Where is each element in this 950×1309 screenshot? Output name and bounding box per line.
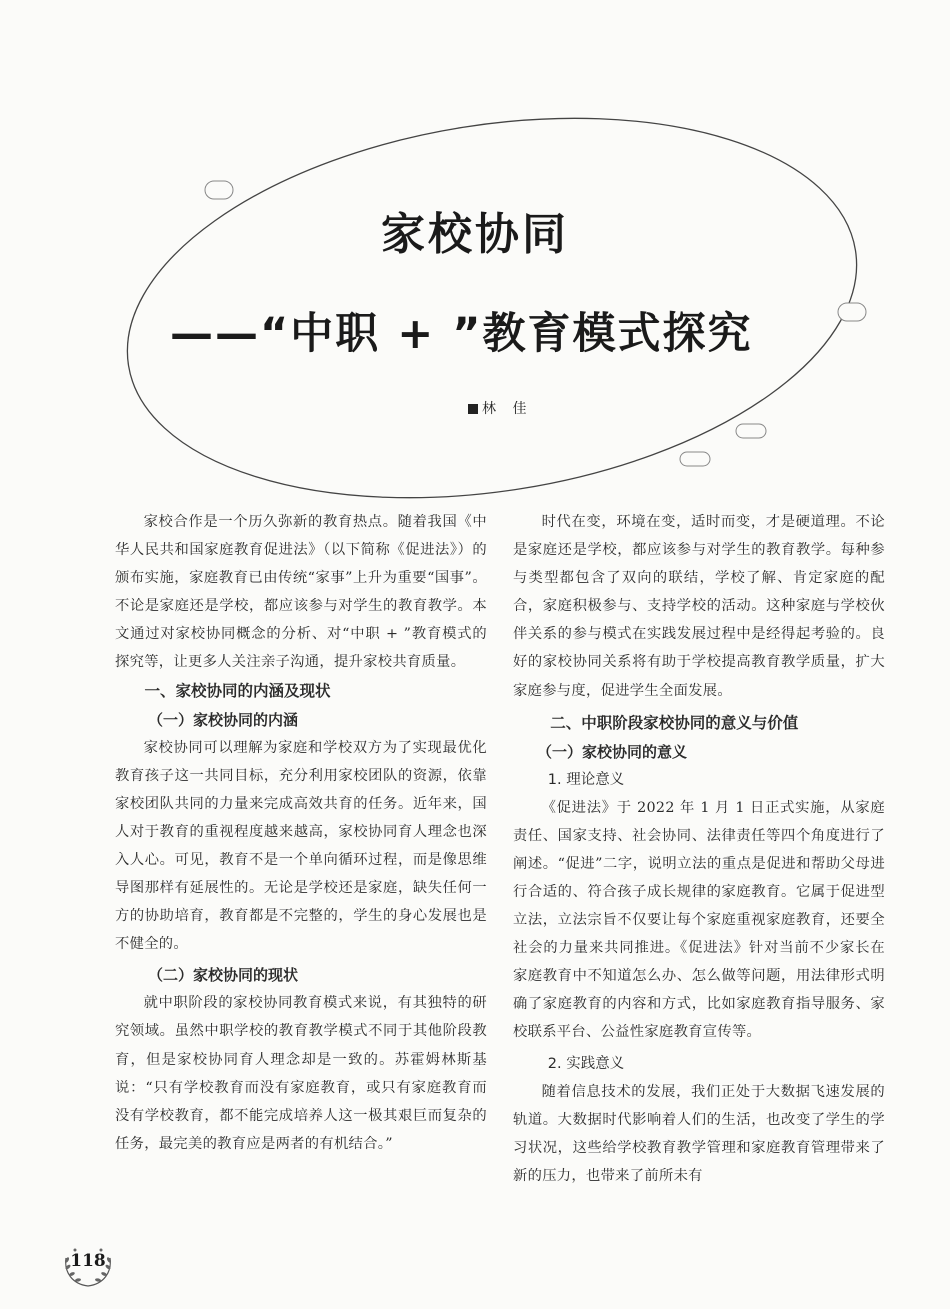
body-paragraph: 就中职阶段的家校协同教育模式来说，有其独特的研究领域。虽然中职学校的教育教学模式不同于其他阶段教育，但是家校协同育人理念却是一致的。苏霍姆林斯基说：“只有学校教育而没有家庭教育，或只有家庭教育而没有学校教育，都不能完成培养人这一极其艰巨而复杂的任务，最完美的教育应是两者的有机结合。” [115,995,487,1152]
section-heading: 二、中职阶段家校协同的意义与价值 [550,713,799,732]
author-name: 林 佳 [482,401,533,417]
article-subtitle: ——“中职 + ”教育模式探究 [170,309,753,359]
ornament-bubble [205,181,233,199]
right-column [513,508,885,1190]
body-paragraph: 随着信息技术的发展，我们正处于大数据飞速发展的轨道。大数据时代影响着人们的生活，也改变了学生的学习状况，这些给学校教育教学管理和家庭教育管理带来了新的压力，也带来了前所未有 [513,1083,885,1184]
ornament-bubble [838,303,866,321]
ornament-bubble [736,424,766,438]
subsection-heading: （二）家校协同的现状 [148,966,299,985]
subsection-heading: （一）家校协同的内涵 [148,710,299,729]
left-column [115,508,487,1158]
body-paragraph: 时代在变，环境在变，适时而变，才是硬道理。不论是家庭还是学校，都应该参与对学生的教育教学。每种参与类型都包含了双向的联结，学校了解、肯定家庭的配合，家庭积极参与、支持学校的活动。这种家庭与学校伙伴关系的参与模式在实践发展过程中是经得起考验的。良好的家校协同关系将有助于学校提高教育教学质量，扩大家庭参与度，促进学生全面发展。 [513,514,885,699]
author-byline [468,398,532,418]
subsection-heading: （一）家校协同的意义 [537,742,688,761]
page-number-badge [58,1234,118,1294]
section-heading: 一、家校协同的内涵及现状 [144,681,331,700]
body-paragraph: 家校协同可以理解为家庭和学校双方为了实现最优化教育孩子这一共同目标，充分利用家校团队的资源，依靠家校团队共同的力量来完成高效共育的任务。近年来，国人对于教育的重视程度越来越高，家校协同育人理念也深入人心。可见，教育不是一个单向循环过程，而是像思维导图那样有延展性的。无论是学校还是家庭，缺失任何一方的协助培育，教育都是不完整的，学生的身心发展也是不健全的。 [115,739,487,953]
article-title: 家校协同 [381,209,569,260]
page-number: 118 [70,1251,106,1271]
article-header [0,0,950,500]
intro-paragraph: 家校合作是一个历久弥新的教育热点。随着我国《中华人民共和国家庭教育促进法》（以下简称《促进法》）的颁布实施，家庭教育已由传统“家事”上升为重要“国事”。不论是家庭还是学校，都应该参与对学生的教育教学。本文通过对家校协同概念的分析、对“中职 + ”教育模式的探究等，让更多人关注亲子沟通，提升家校共育质量。 [115,514,487,671]
point-heading: 1. 理论意义 [547,771,625,788]
ornament-bubble [680,452,710,466]
byline-square-icon [468,404,478,414]
point-heading: 2. 实践意义 [547,1055,625,1072]
body-paragraph: 《促进法》于 2022 年 1 月 1 日正式实施，从家庭责任、国家支持、社会协同、法律责任等四个角度进行了阐述。“促进”二字，说明立法的重点是促进和帮助父母进行合适的、符合孩子成长规律的家庭教育。它属于促进型立法，立法宗旨不仅要让每个家庭重视家庭教育，还要全社会的力量来共同推进。《促进法》针对当前不少家长在家庭教育中不知道怎么办、怎么做等问题，用法律形式明确了家庭教育的内容和方式，比如家庭教育指导服务、家校联系平台、公益性家庭教育宣传等。 [513,799,885,1041]
